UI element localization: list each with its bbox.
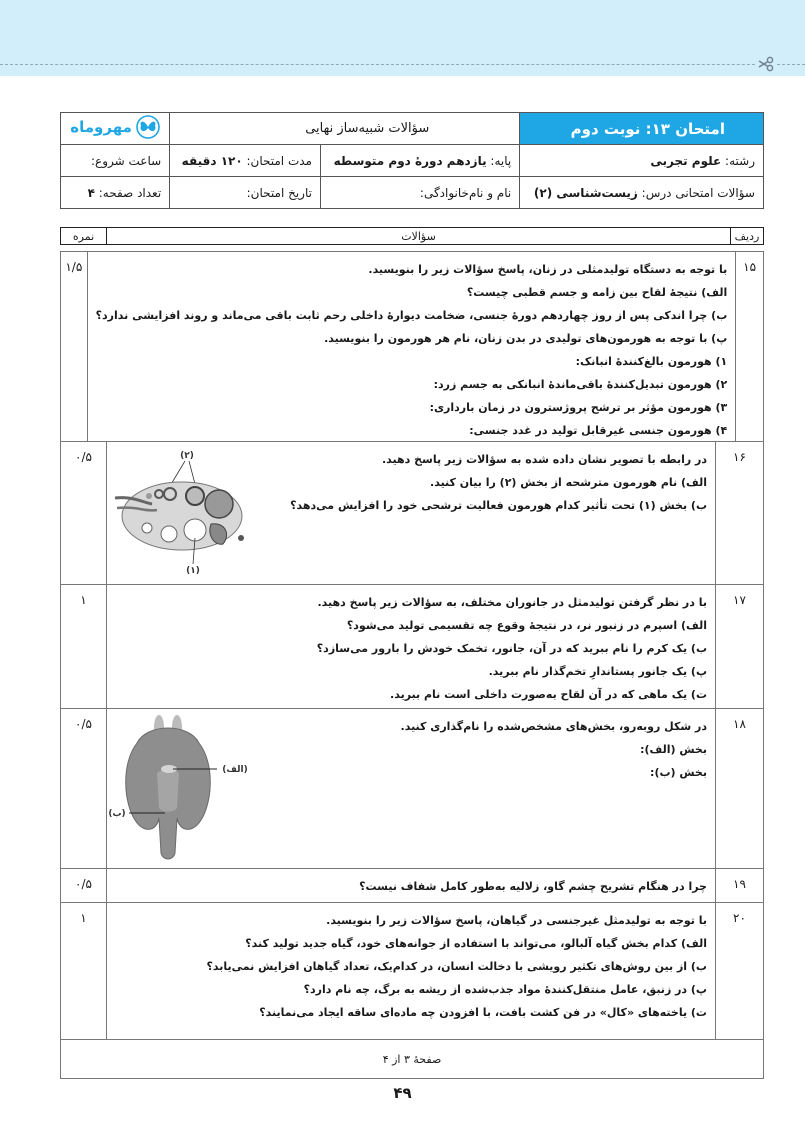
question-body [106,442,715,584]
course-value: زیست‌شناسی (۲) [533,185,638,200]
column-score: نمره [72,229,95,243]
question-row [61,442,763,585]
date-cell [170,177,321,209]
pages-label: تعداد صفحه: [98,185,162,200]
question-row [61,709,763,869]
question-score: ۰/۵ [75,877,92,891]
question-row [61,869,763,903]
figure-label-b: (ب) [108,809,126,819]
question-line: ۲) هورمون تبدیل‌کنندهٔ باقی‌ماندهٔ انبانکی به جسم زرد: [433,378,728,391]
start-time-cell [61,145,170,177]
start-time-label: ساعت شروع: [91,153,162,168]
field-label: رشته: [725,153,755,168]
question-number: ۲۰ [715,903,763,1039]
question-body [106,585,715,708]
question-line: پ) در زنبق، عامل منتقل‌کنندهٔ مواد جذب‌شده از ریشه به برگ، چه نام دارد؟ [303,983,707,996]
question-line: ۳) هورمون مؤثر بر ترشح پروژسترون در زمان بارداری: [429,401,728,414]
question-score: ۱ [80,911,87,925]
question-line: پ) یک جانور پستاندارِ تخم‌گذار نام ببرید. [488,665,707,678]
field-cell [520,145,764,177]
question-line: ب) بخش (۱) تحت تأثیر کدام هورمون فعالیت ترشحی خود را افزایش می‌دهد؟ [290,499,707,512]
duration-label: مدت امتحان: [246,153,312,168]
pages-cell [61,177,170,209]
scissors-icon [756,56,776,72]
page-number: ۴۹ [393,1084,412,1102]
grade-value: یازدهم دورهٔ دوم متوسطه [333,153,487,168]
logo-text: مهروماه [70,118,132,136]
question-line: با توجه به دستگاه تولیدمثلی در زنان، پاسخ سؤالات زیر را بنویسید. [368,263,728,276]
question-row [61,903,763,1040]
question-line: ب) از بین روش‌های تکثیر رویشی با دخالت انسان، در کدام‌یک، تعداد گیاهان افزایش نمی‌یابد؟ [206,960,707,973]
figure-label-1: (۱) [186,566,200,576]
question-line: ت) یاخته‌های «کال» در فن کشت بافت، با افزودن چه ماده‌ای ساقه ایجاد می‌نمایند؟ [259,1006,707,1019]
question-number: ۱۵ [735,252,763,441]
question-score: ۱ [80,593,87,607]
column-header [60,227,764,245]
course-cell [520,177,764,209]
question-body [106,709,715,868]
cut-line [0,64,805,65]
page-indicator: صفحهٔ ۳ از ۴ [382,1052,442,1066]
grade-cell [320,145,519,177]
question-number: ۱۹ [715,869,763,902]
question-line: الف) نتیجهٔ لقاح بین زامه و جسم قطبی چیست؟ [466,286,728,299]
question-number: ۱۶ [715,442,763,584]
question-line: ب) چرا اندکی پس از روز چهاردهم دورهٔ جنسی، ضخامت دیوارهٔ داخلی رحم ثابت باقی می‌ماند و روند افزایشی ندارد؟ [95,309,728,322]
question-body [106,903,715,1039]
question-line: در شکل روبه‌رو، بخش‌های مشخص‌شده را نام‌گذاری کنید. [400,720,707,733]
question-line: ت) یک ماهی که در آن لقاح به‌صورت داخلی است نام ببرید. [390,688,707,701]
question-body [87,252,736,441]
question-line: الف) نام هورمون مترشحه از بخش (۲) را بیان کنید. [430,476,707,489]
exam-subtitle: سؤالات شبیه‌ساز نهایی [170,113,520,145]
question-number: ۱۷ [715,585,763,708]
question-line: الف) کدام بخش گیاه آلبالو، می‌تواند با استفاده از جوانه‌های خود، گیاه جدید تولید کند؟ [245,937,707,950]
question-line: بخش (الف): [640,743,707,756]
name-label: نام و نام‌خانوادگی: [419,185,512,200]
name-cell [320,177,519,209]
exam-header [60,112,764,209]
question-line: بخش (ب): [650,766,707,779]
exam-title: امتحان ۱۳: نوبت دوم [520,113,764,145]
question-line: در رابطه با تصویر نشان داده شده به سؤالات زیر پاسخ دهید. [381,453,707,466]
question-line: الف) اسپرم در زنبور نر، در نتیجهٔ وقوع چه تقسیمی تولید می‌شود؟ [346,619,707,632]
brand-logo [70,115,160,139]
question-number: ۱۸ [715,709,763,868]
question-line: با در نظر گرفتن تولیدمثل در جانوران مختلف، به سؤالات زیر پاسخ دهید. [317,596,707,609]
question-line: ۱) هورمون بالغ‌کنندهٔ انبانک: [575,355,728,368]
questions-table [60,251,764,1079]
question-score: ۰/۵ [75,450,92,464]
course-label: سؤالات امتحانی درس: [641,185,755,200]
question-line: با توجه به تولیدمثل غیرجنسی در گیاهان، پاسخ سؤالات زیر را بنویسید. [326,914,707,927]
duration-value: ۱۲۰ دقیقه [181,153,243,168]
question-line: ب) یک کرم را نام ببرید که در آن، جانور، تخمک خودش را بارور می‌سازد؟ [316,642,707,655]
question-line: چرا در هنگام تشریح چشم گاو، زلالیه به‌طور کامل شفاف نیست؟ [359,880,707,893]
column-questions: سؤالات [106,228,730,244]
date-label: تاریخ امتحان: [246,185,312,200]
question-score: ۱/۵ [65,260,83,274]
question-line: پ) با توجه به هورمون‌های تولیدی در بدن زنان، نام هر هورمون را بنویسید. [324,332,728,345]
column-row: ردیف [730,228,763,244]
question-body [106,869,715,902]
question-row [61,585,763,709]
brain-figure [107,713,267,863]
field-value: علوم تجربی [650,153,722,168]
ovary-figure [107,446,247,576]
question-score: ۰/۵ [75,717,92,731]
figure-label-2: (۲) [180,451,194,461]
grade-label: پایه: [490,153,512,168]
question-row [61,252,763,442]
duration-cell [170,145,321,177]
logo-cell [61,113,170,145]
question-line: ۴) هورمون جنسی غیرقابل تولید در غدد جنسی: [469,424,728,437]
butterfly-logo-icon [136,115,160,139]
figure-label-a: (الف) [222,765,248,775]
pages-value: ۴ [87,185,95,200]
